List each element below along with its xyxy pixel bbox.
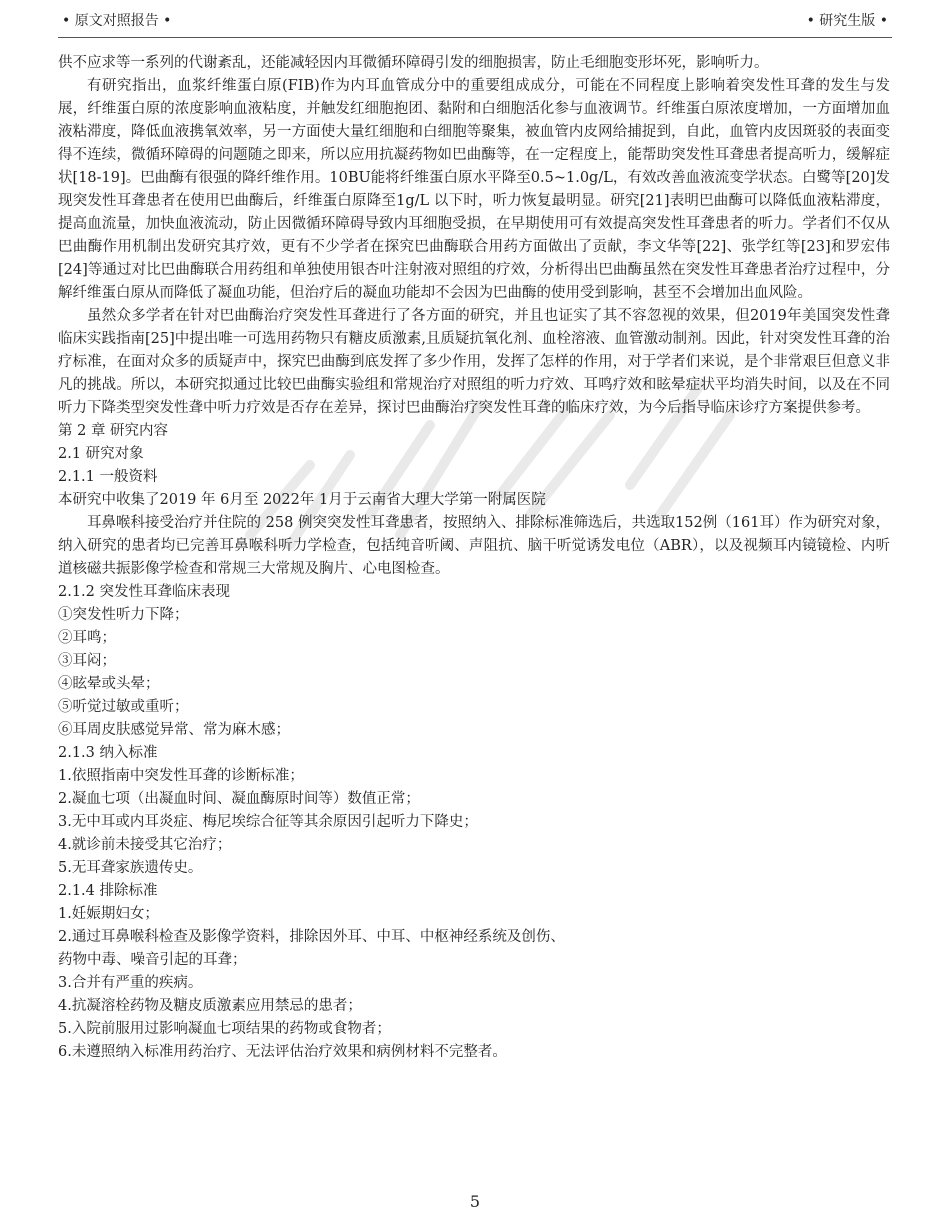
- exclusion-list: [58, 903, 890, 1064]
- list-item: 4.抗凝溶栓药物及糖皮质激素应用禁忌的患者；: [58, 998, 362, 1014]
- document-body: [58, 52, 890, 1064]
- list-item: 6.未遵照纳入标准用药治疗、无法评估治疗效果和病例材料不完整者。: [58, 1044, 507, 1060]
- list-item: 1.妊娠期妇女；: [58, 906, 159, 922]
- header-rule: [58, 37, 892, 38]
- page-header: [0, 10, 950, 32]
- list-item: ④眩晕或头晕；: [58, 676, 160, 692]
- chapter-heading: 第 2 章 研究内容: [58, 423, 169, 439]
- list-item: ③耳闷；: [58, 653, 116, 669]
- list-item: 4.就诊前未接受其它治疗；: [58, 837, 232, 853]
- paragraph-fib: 有研究指出，血浆纤维蛋白原(FIB)作为内耳血管成分中的重要组成成分，可能在不同程度上影响着突发性耳聋的发生与发展，纤维蛋白原的浓度影响血液粘度，并触发红细胞抱团、黏附和白细胞活化参与血液调节。纤维蛋白原浓度增加，一方面增加血液粘滞度，降低血液携氧效率，另一方面使大量红细胞和白细胞等聚集，被血管内皮网给捕捉到，自此，血管内皮因斑驳的表面变得不连续，微循环障碍的问题随之即来，所以应用抗凝药物如巴曲酶等，在一定程度上，能帮助突发性耳聋患者提高听力，缓解症状[18-19]。巴曲酶有很强的降纤维作用。10BU能将纤维蛋白原水平降至0.5~1.0g/L，有效改善血液流变学状态。白鹭等[20]发现突发性耳聋患者在使用巴曲酶后，纤维蛋白原降至1g/L 以下时，听力恢复最明显。研究[21]表明巴曲酶可以降低血液粘滞度，提高血流量，加快血液流动，防止因微循环障碍导致内耳细胞受损，在早期使用可有效提高突发性耳聋患者的听力。学者们不仅从巴曲酶作用机制出发研究其疗效，更有不少学者在探究巴曲酶联合用药方面做出了贡献，李文华等[22]、张学红等[23]和罗宏伟[24]等通过对比巴曲酶联合用药组和单独使用银杏叶注射液对照组的疗效，分析得出巴曲酶虽然在突发性耳聋患者治疗过程中，分解纤维蛋白原从而降低了凝血功能，但治疗后的凝血功能却不会因为巴曲酶的使用受到影响，甚至不会增加出血风险。: [58, 78, 890, 301]
- inclusion-list: [58, 765, 890, 880]
- symptom-list: [58, 604, 890, 742]
- list-item: ②耳鸣；: [58, 630, 116, 646]
- list-item: ⑥耳周皮肤感觉异常、常为麻木感；: [58, 722, 290, 738]
- list-item: 5.入院前服用过影响凝血七项结果的药物或食物者；: [58, 1021, 391, 1037]
- list-item: ①突发性听力下降；: [58, 607, 189, 623]
- section-heading-2-1: 2.1 研究对象: [58, 446, 144, 462]
- header-right: • 研究生版 •: [806, 13, 888, 29]
- collection-line: 本研究中收集了2019 年 6月至 2022年 1月于云南省大理大学第一附属医院: [58, 492, 546, 508]
- list-item: 3.合并有严重的疾病。: [58, 975, 203, 991]
- section-heading-2-1-2: 2.1.2 突发性耳聋临床表现: [58, 584, 231, 600]
- list-item: 2.凝血七项（出凝血时间、凝血酶原时间等）数值正常；: [58, 791, 420, 807]
- paragraph-continued: 供不应求等一系列的代谢紊乱，还能减轻因内耳微循环障碍引发的细胞损害，防止毛细胞变形坏死，影响听力。: [58, 55, 769, 71]
- list-item: 药物中毒、噪音引起的耳聋；: [58, 952, 247, 968]
- list-item: 5.无耳聋家族遗传史。: [58, 860, 203, 876]
- section-heading-2-1-4: 2.1.4 排除标准: [58, 883, 158, 899]
- list-item: ⑤听觉过敏或重听；: [58, 699, 189, 715]
- list-item: 1.依照指南中突发性耳聋的诊断标准；: [58, 768, 304, 784]
- list-item: 3.无中耳或内耳炎症、梅尼埃综合征等其余原因引起听力下降史；: [58, 814, 478, 830]
- paragraph-research-aim: 虽然众多学者在针对巴曲酶治疗突发性耳聋进行了各方面的研究，并且也证实了其不容忽视的效果，但2019年美国突发性聋临床实践指南[25]中提出唯一可选用药物只有糖皮质激素,且质疑抗氧化剂、血栓溶液、血管激动制剂。因此，针对突发性耳聋的治疗标准，在面对众多的质疑声中，探究巴曲酶到底发挥了多少作用，发挥了怎样的作用，对于学者们来说，是个非常艰巨但意义非凡的挑战。所以，本研究拟通过比较巴曲酶实验组和常规治疗对照组的听力疗效、耳鸣疗效和眩晕症状平均消失时间，以及在不同听力下降类型突发性聋中听力疗效是否存在差异，探讨巴曲酶治疗突发性耳聋的临床疗效，为今后指导临床诊疗方案提供参考。: [58, 308, 890, 416]
- section-heading-2-1-1: 2.1.1 一般资料: [58, 469, 158, 485]
- paragraph-subjects: 耳鼻喉科接受治疗并住院的 258 例突突发性耳聋患者，按照纳入、排除标准筛选后，共选取152例（161耳）作为研究对象，纳入研究的患者均已完善耳鼻喉科听力学检查，包括纯音听阈、声阻抗、脑干听觉诱发电位（ABR），以及视频耳内镜镜检、内听道核磁共振影像学检查和常规三大常规及胸片、心电图检查。: [58, 515, 890, 577]
- page-number: 5: [469, 1192, 481, 1211]
- header-left: • 原文对照报告 •: [62, 13, 172, 29]
- list-item: 2.通过耳鼻喉科检查及影像学资料，排除因外耳、中耳、中枢神经系统及创伤、: [58, 929, 565, 945]
- section-heading-2-1-3: 2.1.3 纳入标准: [58, 745, 158, 761]
